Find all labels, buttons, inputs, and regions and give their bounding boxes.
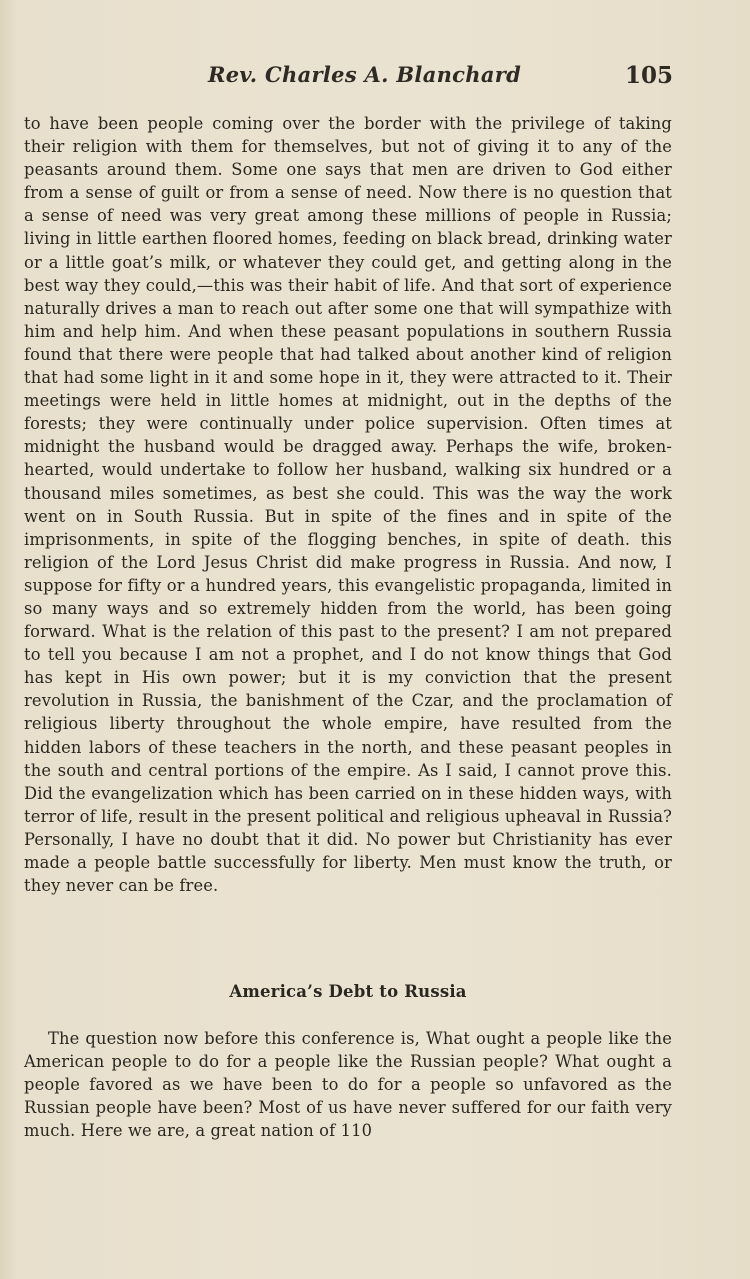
paragraph: to have been people coming over the border with the privilege of taking their religion with them for themselves, but not of giving it to any of the peasants around them. Some one says that men are driven to God either from a sense of guilt or from a sense of need. Now there is no question that a sense of need was very great among these millions of people in Russia; living in little earthen floored homes, feeding on black bread, drinking water or a little goat’s milk, or whatever they could get, and getting along in the best way they could,—this was their habit of life. And that sort of experience naturally drives a man to reach out after some one that will sympathize with him and help him. And when these peasant populations in southern Russia found that there were people that had talked about another kind of religion that had some light in it and some hope in it, they were attracted to it. Their meetings were held in little homes at midnight, out in the depths of the forests; they were continually under police supervision. Often times at midnight the husband would be dragged away. Perhaps the wife, broken-hearted, would undertake to follow her husband, walking six hundred or a thousand miles sometimes, as best she could. This was the way the work went on in South Russia. But in spite of the fines and in spite of the imprisonments, in spite of the flogging benches, in spite of death. this religion of the Lord Jesus Christ did make progress in Russia. And now, I suppose for fifty or a hundred years, this evangelistic propaganda, limited in so many ways and so extremely hidden from the world, has been going forward. What is the relation of this past to the present? I am not prepared to tell you because I am not a prophet, and I do not know things that God has kept in His own power; but it is my conviction that the present revolution in Russia, the banishment of the Czar, and the proclamation of religious liberty throughout the whole empire, have resulted from the hidden labors of these teachers in the north, and these peasant peoples in the south and central portions of the empire. As I said, I cannot prove this. Did the evangelization which has been carried on in these hidden ways, with terror of life, result in the present political and religious upheaval in Russia? Personally, I have no doubt that it did. No power but Christianity has ever made a people battle successfully for liberty. Men must know the truth, or they never can be free. (24, 114, 672, 896)
page-number: 105 (624, 62, 673, 89)
running-title: Rev. Charles A. Blanchard (208, 62, 522, 87)
page-header (0, 62, 750, 96)
paragraph: The question now before this conference is, What ought a people like the American people to do for a people like the Russian people? What ought a people favored as we have been to do for a people so unfavored as the Russian people have been? Most of us have never suffered for our faith very much. Here we are, a great nation of 110 (24, 1029, 672, 1141)
body-text (24, 112, 672, 897)
section-heading: America’s Debt to Russia (229, 982, 467, 1001)
body-text-continued (24, 1027, 672, 1142)
